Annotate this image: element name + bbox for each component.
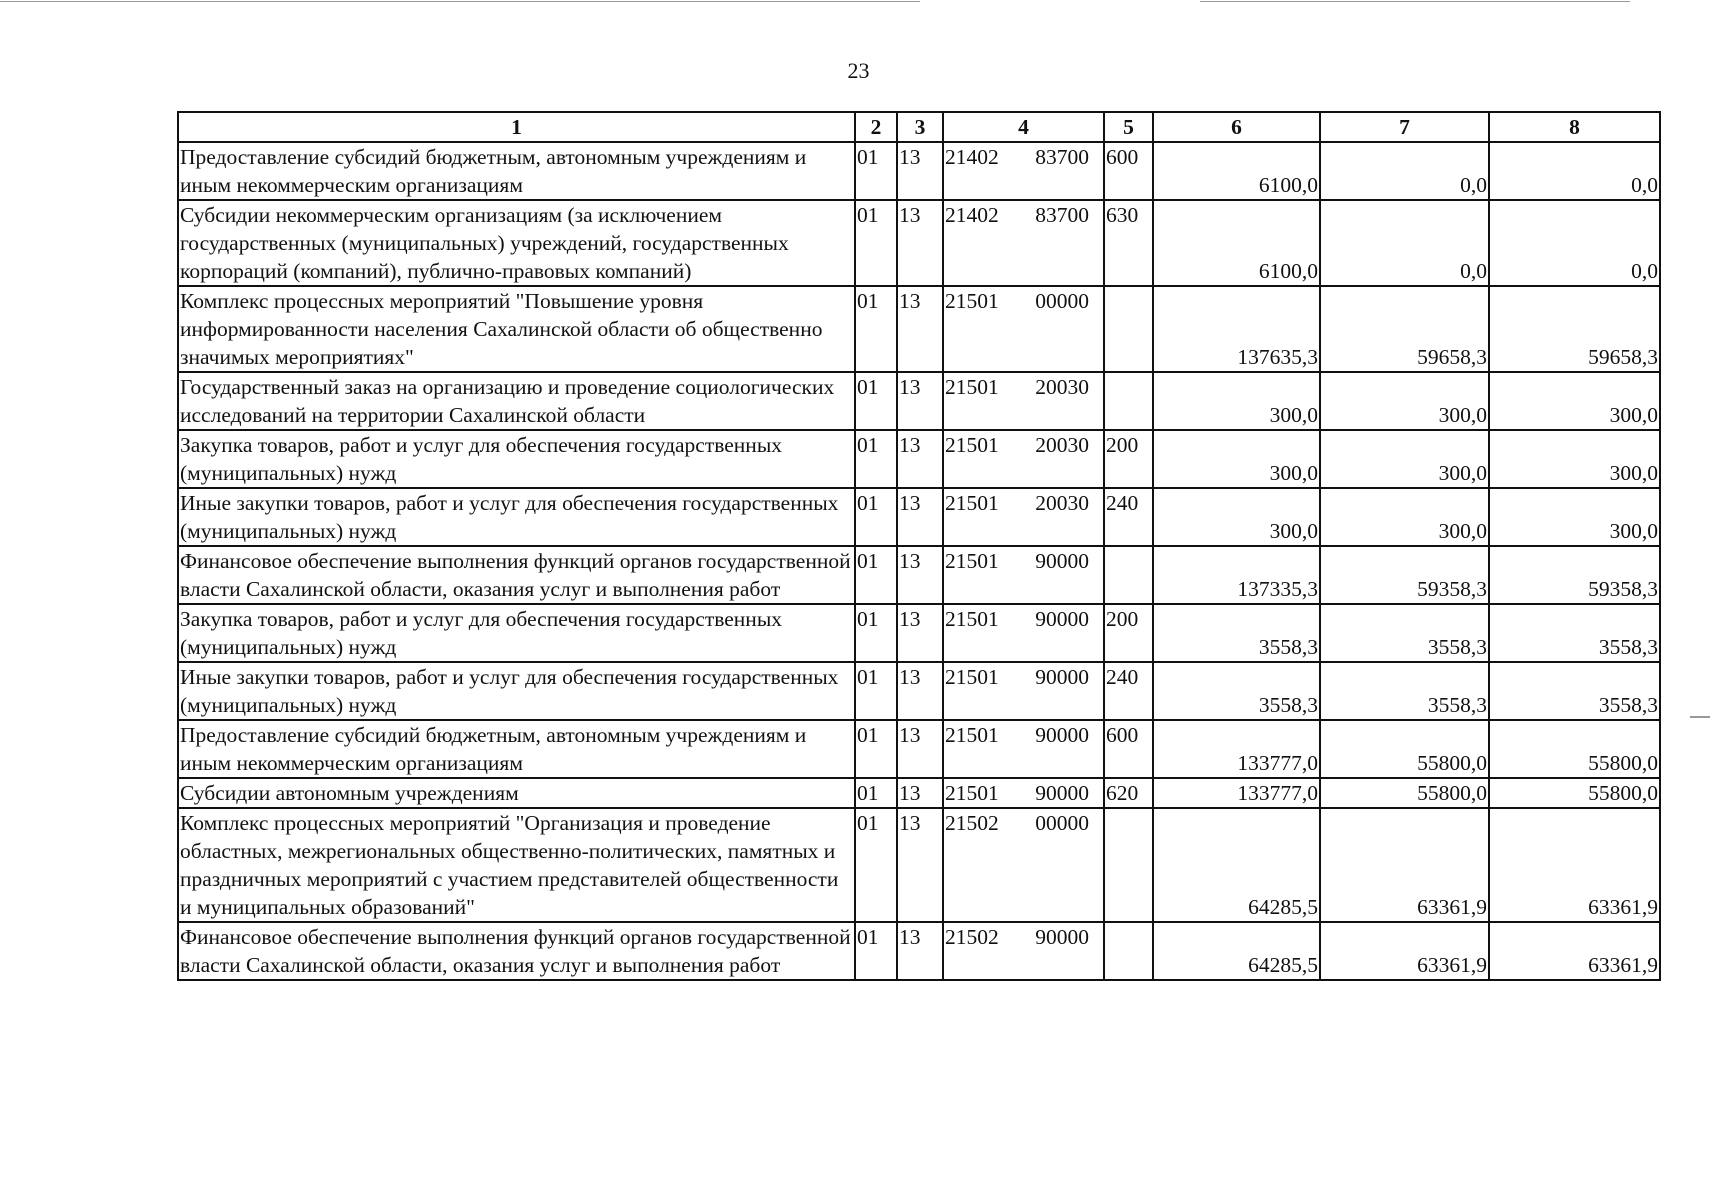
code-subsection: 13 [897, 808, 943, 922]
target-article-direction: 83700 [1035, 203, 1089, 227]
target-article-parts [944, 779, 1103, 807]
code-subsection: 13 [897, 662, 943, 720]
code-target-article [943, 430, 1104, 488]
amount-col-8: 0,0 [1489, 142, 1660, 200]
code-section: 01 [855, 488, 897, 546]
target-article-parts [944, 721, 1103, 749]
target-article-program: 21502 [945, 811, 999, 835]
code-expense-type: 600 [1104, 720, 1153, 778]
amount-col-8: 300,0 [1489, 372, 1660, 430]
target-article-direction: 90000 [1035, 549, 1089, 573]
amount-col-7: 3558,3 [1320, 604, 1489, 662]
table-row [178, 430, 1660, 488]
code-expense-type [1104, 546, 1153, 604]
target-article-parts [944, 431, 1103, 459]
code-subsection: 13 [897, 778, 943, 808]
row-name: Финансовое обеспечение выполнения функций органов государственной власти Сахалинской области, оказания услуг и выполнения работ [178, 546, 855, 604]
code-target-article [943, 200, 1104, 286]
row-name: Предоставление субсидий бюджетным, автономным учреждениям и иным некоммерческим организациям [178, 720, 855, 778]
table-row [178, 372, 1660, 430]
amount-col-7: 63361,9 [1320, 922, 1489, 980]
target-article-program: 21501 [945, 665, 999, 689]
amount-col-7: 55800,0 [1320, 720, 1489, 778]
row-name: Закупка товаров, работ и услуг для обеспечения государственных (муниципальных) нужд [178, 604, 855, 662]
code-target-article [943, 720, 1104, 778]
code-section: 01 [855, 430, 897, 488]
header-col-7: 7 [1320, 112, 1489, 142]
amount-col-8: 300,0 [1489, 430, 1660, 488]
code-expense-type [1104, 808, 1153, 922]
header-col-6: 6 [1153, 112, 1320, 142]
amount-col-6: 300,0 [1153, 430, 1320, 488]
amount-col-7: 59658,3 [1320, 286, 1489, 372]
amount-col-8: 63361,9 [1489, 922, 1660, 980]
table-row [178, 286, 1660, 372]
target-article-direction: 90000 [1035, 665, 1089, 689]
amount-col-7: 55800,0 [1320, 778, 1489, 808]
target-article-parts [944, 547, 1103, 575]
target-article-program: 21501 [945, 607, 999, 631]
code-expense-type: 620 [1104, 778, 1153, 808]
code-section: 01 [855, 372, 897, 430]
amount-col-7: 300,0 [1320, 488, 1489, 546]
amount-col-6: 133777,0 [1153, 778, 1320, 808]
row-name: Финансовое обеспечение выполнения функций органов государственной власти Сахалинской области, оказания услуг и выполнения работ [178, 922, 855, 980]
row-name: Государственный заказ на организацию и проведение социологических исследований на территории Сахалинской области [178, 372, 855, 430]
code-section: 01 [855, 778, 897, 808]
header-col-3: 3 [897, 112, 943, 142]
table-row [178, 720, 1660, 778]
code-section: 01 [855, 662, 897, 720]
amount-col-6: 3558,3 [1153, 604, 1320, 662]
target-article-direction: 90000 [1035, 607, 1089, 631]
code-subsection: 13 [897, 200, 943, 286]
table-row [178, 808, 1660, 922]
amount-col-6: 6100,0 [1153, 142, 1320, 200]
code-section: 01 [855, 546, 897, 604]
row-name: Предоставление субсидий бюджетным, автономным учреждениям и иным некоммерческим организациям [178, 142, 855, 200]
code-subsection: 13 [897, 546, 943, 604]
code-expense-type [1104, 372, 1153, 430]
code-expense-type: 240 [1104, 488, 1153, 546]
code-target-article [943, 808, 1104, 922]
amount-col-6: 6100,0 [1153, 200, 1320, 286]
code-subsection: 13 [897, 142, 943, 200]
target-article-program: 21402 [945, 145, 999, 169]
target-article-program: 21402 [945, 203, 999, 227]
scan-mark [0, 1, 920, 2]
table-row [178, 778, 1660, 808]
amount-col-7: 0,0 [1320, 142, 1489, 200]
code-expense-type: 200 [1104, 430, 1153, 488]
code-subsection: 13 [897, 488, 943, 546]
amount-col-6: 137635,3 [1153, 286, 1320, 372]
code-subsection: 13 [897, 430, 943, 488]
code-target-article [943, 488, 1104, 546]
amount-col-8: 3558,3 [1489, 604, 1660, 662]
header-col-8: 8 [1489, 112, 1660, 142]
amount-col-8: 55800,0 [1489, 720, 1660, 778]
target-article-parts [944, 923, 1103, 951]
row-name: Субсидии некоммерческим организациям (за исключением государственных (муниципальных) учреждений, государственных корпораций (компаний), публично-правовых компаний) [178, 200, 855, 286]
target-article-parts [944, 605, 1103, 633]
target-article-program: 21501 [945, 289, 999, 313]
target-article-program: 21502 [945, 925, 999, 949]
amount-col-8: 3558,3 [1489, 662, 1660, 720]
target-article-parts [944, 201, 1103, 229]
page-number: 23 [847, 58, 870, 83]
target-article-program: 21501 [945, 491, 999, 515]
amount-col-8: 59658,3 [1489, 286, 1660, 372]
target-article-parts [944, 143, 1103, 171]
code-section: 01 [855, 142, 897, 200]
amount-col-6: 300,0 [1153, 372, 1320, 430]
code-subsection: 13 [897, 286, 943, 372]
target-article-parts [944, 663, 1103, 691]
amount-col-6: 64285,5 [1153, 808, 1320, 922]
amount-col-7: 300,0 [1320, 372, 1489, 430]
target-article-parts [944, 489, 1103, 517]
code-subsection: 13 [897, 922, 943, 980]
header-col-4: 4 [943, 112, 1104, 142]
row-name: Комплекс процессных мероприятий "Повышение уровня информированности населения Сахалинской области об общественно значимых мероприятиях" [178, 286, 855, 372]
code-target-article [943, 922, 1104, 980]
code-target-article [943, 604, 1104, 662]
amount-col-8: 55800,0 [1489, 778, 1660, 808]
target-article-program: 21501 [945, 723, 999, 747]
scan-mark [1200, 1, 1630, 2]
code-section: 01 [855, 604, 897, 662]
amount-col-6: 137335,3 [1153, 546, 1320, 604]
scan-mark [1690, 716, 1710, 718]
code-target-article [943, 142, 1104, 200]
code-subsection: 13 [897, 372, 943, 430]
target-article-parts [944, 373, 1103, 401]
table-row [178, 546, 1660, 604]
table-row [178, 604, 1660, 662]
amount-col-7: 0,0 [1320, 200, 1489, 286]
row-name: Иные закупки товаров, работ и услуг для обеспечения государственных (муниципальных) нужд [178, 488, 855, 546]
budget-table [177, 111, 1661, 981]
target-article-direction: 20030 [1035, 491, 1089, 515]
target-article-parts [944, 809, 1103, 837]
code-section: 01 [855, 808, 897, 922]
code-expense-type: 240 [1104, 662, 1153, 720]
target-article-parts [944, 287, 1103, 315]
target-article-direction: 20030 [1035, 375, 1089, 399]
code-expense-type [1104, 286, 1153, 372]
code-expense-type: 600 [1104, 142, 1153, 200]
target-article-direction: 90000 [1035, 781, 1089, 805]
code-subsection: 13 [897, 604, 943, 662]
row-name: Комплекс процессных мероприятий "Организация и проведение областных, межрегиональных общественно-политических, памятных и праздничных мероприятий с участием представителей общественности и муниципальных образований" [178, 808, 855, 922]
target-article-direction: 90000 [1035, 925, 1089, 949]
table-row [178, 488, 1660, 546]
target-article-program: 21501 [945, 549, 999, 573]
code-target-article [943, 778, 1104, 808]
amount-col-7: 300,0 [1320, 430, 1489, 488]
target-article-direction: 83700 [1035, 145, 1089, 169]
code-target-article [943, 546, 1104, 604]
code-target-article [943, 286, 1104, 372]
amount-col-8: 300,0 [1489, 488, 1660, 546]
amount-col-7: 63361,9 [1320, 808, 1489, 922]
table-row [178, 922, 1660, 980]
code-subsection: 13 [897, 720, 943, 778]
header-col-5: 5 [1104, 112, 1153, 142]
target-article-direction: 00000 [1035, 289, 1089, 313]
table-row [178, 142, 1660, 200]
code-section: 01 [855, 286, 897, 372]
amount-col-8: 63361,9 [1489, 808, 1660, 922]
amount-col-7: 59358,3 [1320, 546, 1489, 604]
target-article-direction: 20030 [1035, 433, 1089, 457]
amount-col-6: 300,0 [1153, 488, 1320, 546]
header-col-2: 2 [855, 112, 897, 142]
target-article-direction: 90000 [1035, 723, 1089, 747]
code-target-article [943, 662, 1104, 720]
amount-col-6: 133777,0 [1153, 720, 1320, 778]
code-target-article [943, 372, 1104, 430]
row-name: Закупка товаров, работ и услуг для обеспечения государственных (муниципальных) нужд [178, 430, 855, 488]
table-header-row [178, 112, 1660, 142]
code-expense-type: 630 [1104, 200, 1153, 286]
target-article-program: 21501 [945, 375, 999, 399]
code-expense-type: 200 [1104, 604, 1153, 662]
amount-col-6: 3558,3 [1153, 662, 1320, 720]
code-expense-type [1104, 922, 1153, 980]
code-section: 01 [855, 720, 897, 778]
target-article-program: 21501 [945, 433, 999, 457]
code-section: 01 [855, 922, 897, 980]
code-section: 01 [855, 200, 897, 286]
target-article-program: 21501 [945, 781, 999, 805]
amount-col-8: 59358,3 [1489, 546, 1660, 604]
table-row [178, 662, 1660, 720]
target-article-direction: 00000 [1035, 811, 1089, 835]
row-name: Иные закупки товаров, работ и услуг для обеспечения государственных (муниципальных) нужд [178, 662, 855, 720]
amount-col-6: 64285,5 [1153, 922, 1320, 980]
row-name: Субсидии автономным учреждениям [178, 778, 855, 808]
header-col-1: 1 [178, 112, 855, 142]
amount-col-7: 3558,3 [1320, 662, 1489, 720]
table-row [178, 200, 1660, 286]
amount-col-8: 0,0 [1489, 200, 1660, 286]
